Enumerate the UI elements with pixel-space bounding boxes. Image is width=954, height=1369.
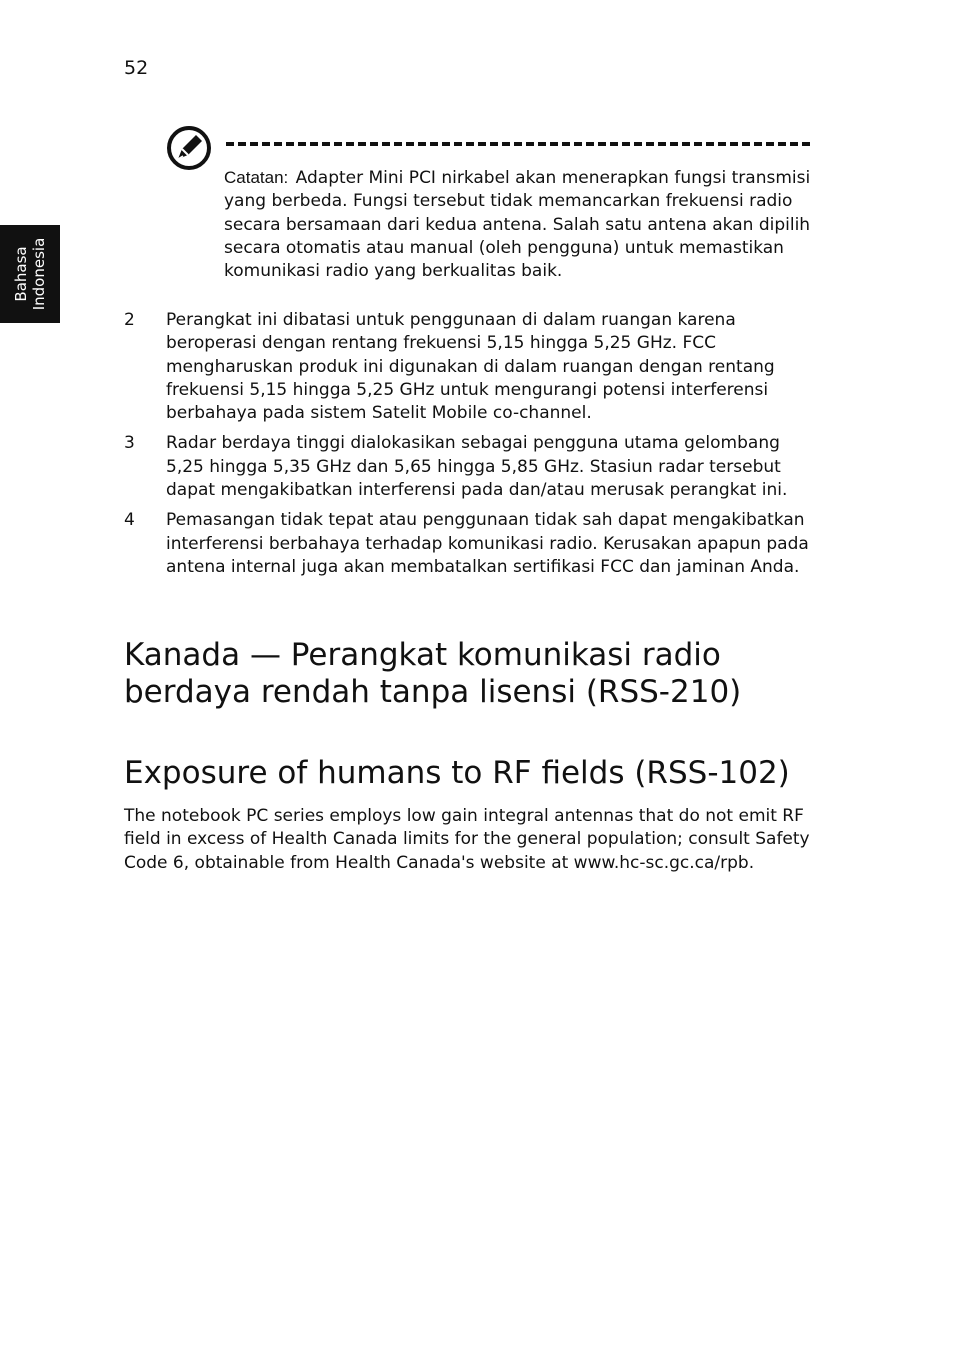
page-number: 52 (124, 57, 149, 79)
canada-section-heading: Kanada — Perangkat komunikasi radio berdaya rendah tanpa lisensi (RSS-210) (124, 637, 742, 710)
note-body: Adapter Mini PCI nirkabel akan menerapkan fungsi transmisi yang berbeda. Fungsi tersebut tidak memancarkan frekuensi radio secara bersamaan dari kedua antena. Salah satu antena akan dipilih secara otomatis atau manual (oleh pengguna) untuk memastikan komunikasi radio yang berkualitas baik. (224, 168, 811, 282)
numbered-list (124, 309, 814, 586)
list-item-text: Radar berdaya tinggi dialokasikan sebagai pengguna utama gelombang 5,25 hingga 5,35 GHz dan 5,65 hingga 5,85 GHz. Stasiun radar tersebut dapat mengakibatkan interferensi pada dan/atau merusak perangkat ini. (166, 433, 788, 501)
exposure-paragraph: The notebook PC series employs low gain integral antennas that do not emit RF field in excess of Health Canada limits for the general population; consult Safety Code 6, obtainable from Health Canada's website at www.hc-sc.gc.ca/rpb. (124, 806, 810, 873)
side-tab-line-1: Bahasa (12, 246, 30, 302)
note-pen-icon (166, 125, 212, 171)
side-tab-label (12, 238, 48, 311)
note-label: Catatan: (224, 168, 289, 187)
list-item-number: 4 (124, 510, 135, 531)
list-item (124, 509, 814, 579)
list-item (124, 309, 814, 425)
side-tab-line-2: Indonesia (30, 237, 48, 311)
list-item (124, 432, 814, 502)
note-block (224, 166, 814, 283)
list-item-number: 3 (124, 433, 135, 454)
exposure-section-heading: Exposure of humans to RF fields (RSS-102) (124, 755, 790, 791)
note-divider (226, 142, 810, 146)
list-item-number: 2 (124, 310, 135, 330)
list-item-text: Pemasangan tidak tepat atau penggunaan tidak sah dapat mengakibatkan interferensi berbahaya terhadap komunikasi radio. Kerusakan apapun pada antena internal juga akan membatalkan sertifikasi FCC dan jaminan Anda. (166, 510, 809, 577)
list-item-text: Perangkat ini dibatasi untuk penggunaan di dalam ruangan karena beroperasi dengan rentang frekuensi 5,15 hingga 5,25 GHz. FCC mengharuskan produk ini digunakan di dalam ruangan dengan rentang frekuensi 5,15 hingga 5,25 GHz untuk mengurangi potensi interferensi berbahaya pada sistem Satelit Mobile co-channel. (166, 310, 775, 424)
language-side-tab (0, 225, 60, 323)
